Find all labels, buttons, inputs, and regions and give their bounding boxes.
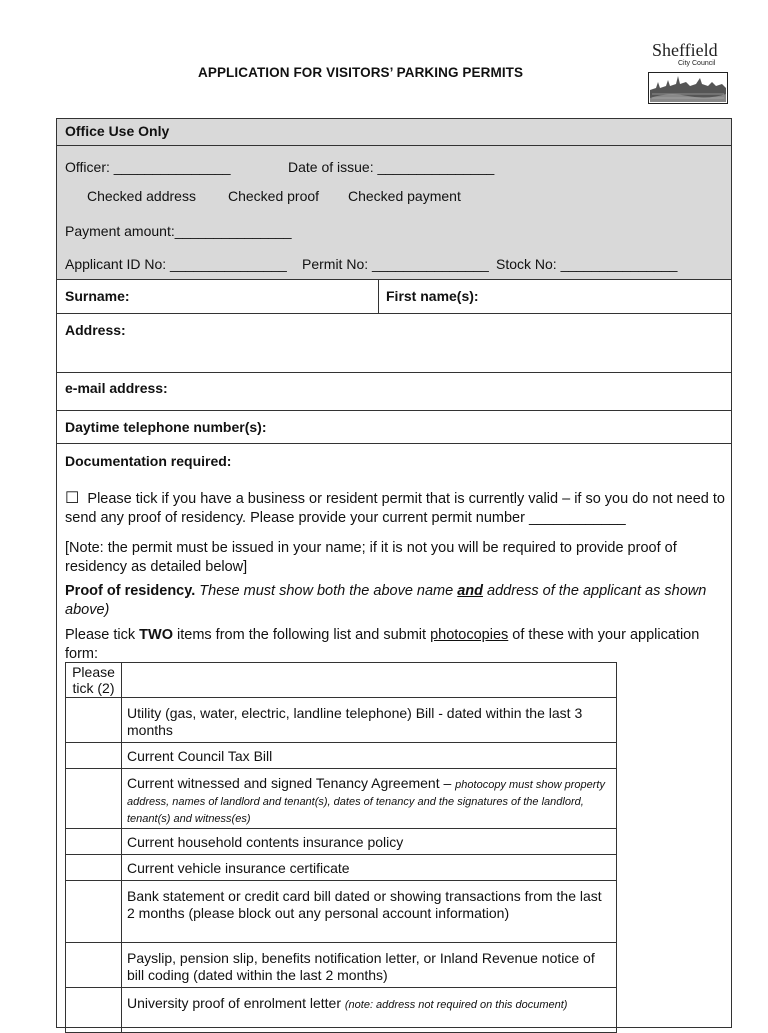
stock-number-field[interactable]: Stock No: _______________ [496, 256, 678, 272]
applicant-id-field[interactable]: Applicant ID No: _______________ [65, 256, 287, 272]
document-item: Utility (gas, water, electric, landline telephone) Bill - dated within the last 3 months [122, 698, 617, 743]
divider [57, 443, 731, 444]
checked-payment-option[interactable]: Checked payment [348, 188, 461, 204]
address-label: Address: [65, 322, 126, 338]
tick-cell[interactable] [66, 743, 122, 769]
divider [57, 279, 731, 280]
tick-text-post: of these with your application form: [65, 627, 700, 662]
table-row [66, 988, 617, 1033]
table-row [66, 855, 617, 881]
table-row [66, 769, 617, 829]
tick-cell[interactable] [66, 829, 122, 855]
proof-text-2: address of the applicant as shown above) [65, 583, 707, 618]
first-name-label: First name(s): [386, 288, 479, 304]
office-use-heading: Office Use Only [65, 123, 170, 139]
permit-tick-paragraph [65, 490, 727, 527]
table-row [66, 881, 617, 943]
document-item: Bank statement or credit card bill dated or showing transactions from the last 2 months (please block out any personal account information) [122, 881, 617, 943]
payment-amount-field[interactable]: Payment amount:_______________ [65, 223, 292, 239]
table-row [66, 829, 617, 855]
proof-text-1: These must show both the above name [199, 583, 454, 599]
table-row [66, 698, 617, 743]
tick-two: TWO [139, 627, 173, 643]
tick-instruction-paragraph [65, 626, 727, 663]
tick-cell[interactable] [66, 769, 122, 829]
table-row [66, 943, 617, 988]
office-heading-divider [57, 145, 731, 146]
permit-number-field[interactable]: Permit No: _______________ [302, 256, 489, 272]
header-blank-cell [122, 663, 617, 698]
tick-cell[interactable] [66, 988, 122, 1033]
tick-photocopies: photocopies [430, 627, 509, 643]
name-column-divider [378, 279, 379, 313]
divider [57, 372, 731, 373]
table-header-row [66, 663, 617, 698]
officer-field[interactable]: Officer: _______________ [65, 159, 231, 175]
tick-text-pre: Please tick [65, 627, 136, 643]
permit-note: [Note: the permit must be issued in your name; if it is not you will be required to provide proof of residency as detailed below] [65, 540, 677, 575]
proof-documents-table [65, 662, 617, 1033]
documentation-heading: Documentation required: [65, 453, 232, 469]
proof-and: and [457, 583, 484, 599]
surname-label: Surname: [65, 288, 130, 304]
checkbox-icon[interactable]: ☐ [65, 490, 80, 507]
logo-name: Sheffield [652, 40, 718, 60]
document-item: University proof of enrolment letter (note: address not required on this document) [122, 988, 617, 1033]
document-item: Payslip, pension slip, benefits notification letter, or Inland Revenue notice of bill coding (dated within the last 2 months) [122, 943, 617, 988]
date-of-issue-field[interactable]: Date of issue: _______________ [288, 159, 495, 175]
document-item: Current Council Tax Bill [122, 743, 617, 769]
tick-cell[interactable] [66, 943, 122, 988]
document-item: Current household contents insurance policy [122, 829, 617, 855]
proof-of-residency-paragraph [65, 582, 727, 619]
permit-tick-text: Please tick if you have a business or resident permit that is currently valid – if so you do not need to send any proof of residency. Please provide your current permit number ____________ [65, 491, 725, 526]
checked-address-option[interactable]: Checked address [87, 188, 196, 204]
tick-text-mid: items from the following list and submit [177, 627, 427, 643]
tick-cell[interactable] [66, 698, 122, 743]
divider [57, 313, 731, 314]
checked-proof-option[interactable]: Checked proof [228, 188, 320, 204]
divider [57, 410, 731, 411]
city-skyline-icon [648, 72, 728, 104]
document-item: Current vehicle insurance certificate [122, 855, 617, 881]
document-item: Current witnessed and signed Tenancy Agreement – photocopy must show property address, names of landlord and tenant(s), dates of tenancy and the signatures of the landlord, tenant(s) and witness(es) [122, 769, 617, 829]
tick-cell[interactable] [66, 881, 122, 943]
phone-label: Daytime telephone number(s): [65, 419, 267, 435]
please-tick-header: Please tick (2) [66, 663, 122, 698]
form-title: APPLICATION FOR VISITORS’ PARKING PERMITS [198, 65, 524, 80]
logo-subtitle: City Council [678, 60, 716, 67]
email-label: e-mail address: [65, 380, 168, 396]
council-logo [648, 40, 730, 106]
tick-cell[interactable] [66, 855, 122, 881]
proof-heading: Proof of residency. [65, 583, 196, 599]
table-row [66, 743, 617, 769]
